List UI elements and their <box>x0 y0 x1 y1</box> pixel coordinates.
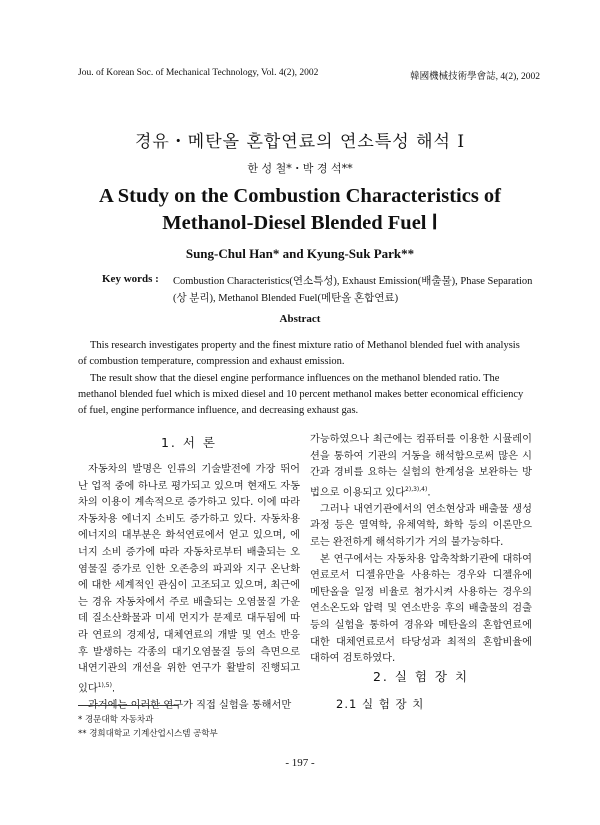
keywords-text: Combustion Characteristics(연소특성), Exhaust Emission(배출물), Phase Separation (상 분리), Methanol Blended Fuel(메탄올 혼합연료) <box>173 276 533 304</box>
abstract-paragraph-2: The result show that the diesel engine performance influences on the methanol blended ratio. The methanol blended fuel which is mixed diesel and 10 percent methanol makes better economical efficiency of fuel, engine performance influence, and decreasing exhaust gas. <box>78 372 524 417</box>
footnotes <box>78 713 218 741</box>
page-number: - 197 - <box>285 757 315 769</box>
english-title <box>0 183 600 237</box>
footnote-2: ** 경희대학교 기계산업시스템 공학부 <box>78 729 218 739</box>
abstract-heading: Abstract <box>279 313 321 325</box>
intro-paragraph-3: 그러나 내연기관에서의 연소현상과 배출물 생성과정 등은 열역학, 유체역학, 화학 등의 이론만으로는 완전하게 해석하기가 거의 불가능하다. <box>310 503 532 548</box>
intro-paragraph-2-start: 과거에는 이러한 연구가 직접 실험을 통해서만 <box>88 699 292 711</box>
footnote-rule <box>78 705 178 706</box>
right-column <box>310 432 532 668</box>
section-1-heading: 1. 서 론 <box>160 435 218 450</box>
citation: 2),3),4) <box>405 485 428 493</box>
intro-paragraph-2-cont: 가능하였으나 최근에는 컴퓨터를 이용한 시뮬레이션을 통하여 기관의 거동을 해석함으로써 많은 시간과 경비를 요하는 실험의 한계성을 보완하는 방법으로 이용되고 있다$^{2),3),4)}$. <box>310 434 532 499</box>
english-authors: Sung-Chul Han* and Kyung-Suk Park** <box>185 246 415 261</box>
korean-title: 경유・메탄올 혼합연료의 연소특성 해석 Ⅰ <box>134 132 466 152</box>
english-title-line1: A Study on the Combustion Characteristics of <box>98 185 502 207</box>
subsection-2-1-heading: 2.1 실 험 장 치 <box>336 697 425 711</box>
intro-paragraph-4: 본 연구에서는 자동차용 압축착화기관에 대하여 연료로서 디젤유만을 사용하는 경우와 디젤유에 메탄올을 일정 비율로 첨가시켜 사용하는 경우의 연소온도와 압력 및 연소반응 후의 배출물의 검출 등의 실험을 통하여 경유와 메탄올의 혼합연료에 대한 대체연료로서 타당성과 최적의 혼합비율에 대하여 검토하였다. <box>310 553 532 665</box>
abstract-body <box>78 338 530 419</box>
keywords-label: Key words : <box>102 273 159 285</box>
footnote-1: * 경문대학 자동차과 <box>78 715 154 725</box>
english-title-line2: Methanol-Diesel Blended Fuel Ⅰ <box>162 212 438 234</box>
journal-header-right: 韓國機械技術學會誌, 4(2), 2002 <box>410 72 540 82</box>
journal-header-left: Jou. of Korean Soc. of Mechanical Technology, Vol. 4(2), 2002 <box>78 68 319 78</box>
korean-authors: 한 성 철*・박 경 석** <box>247 162 353 175</box>
left-column <box>78 462 300 714</box>
abstract-paragraph-1: This research investigates property and the finest mixture ratio of Methanol blended fuel with analysis of combustion temperature, compression and exhaust emission. <box>78 340 520 368</box>
section-2-heading: 2. 실 험 장 치 <box>372 669 470 684</box>
citation: 1),5) <box>97 681 112 689</box>
intro-paragraph-1: 자동차의 발명은 인류의 기술발전에 가장 뛰어난 업적 중에 하나로 평가되고 있으며 현재도 자동차의 이용이 계속적으로 증가하고 있다. 이에 따라 자동차용 에너지 소비도 증가하고 있다. 자동차용 에너지의 대부분은 화석연료에서 얻고 있으며, 에너지 소비 증가에 따라 자동차로부터 배출되는 오염물질 증가로 인한 오존층의 파괴와 지구 온난화에 대한 세계적인 관심이 고조되고 있으며, 최근에는 경유 자동차에서 주로 배출되는 오염물질 가운데 질소산화물과 미세 먼지가 문제로 대두됨에 따라 연료의 경제성, 대체연료의 개발 및 연소 반응 후 발생하는 각종의 대기오염물질 등의 측면으로 내연기관의 개선을 위한 연구가 활발히 진행되고 있다$^{1),5)}$. <box>78 464 300 695</box>
